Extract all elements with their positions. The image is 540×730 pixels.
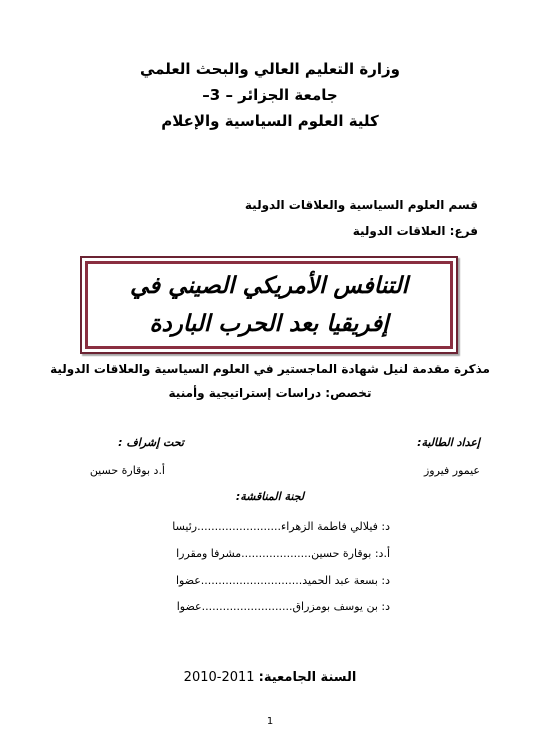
student-label: إعداد الطالبة: (417, 436, 480, 449)
supervisor-name: أ.د بوقارة حسين (89, 464, 165, 477)
department-name: قسم العلوم السياسية والعلاقات الدولية (244, 198, 478, 212)
ministry-name: وزارة التعليم العالي والبحث العلمي (139, 60, 401, 78)
page-number: 1 (266, 716, 274, 727)
committee-member: د: فيلالي فاطمة الزهراء........................رئيسا (172, 520, 390, 533)
committee-member: د: بن يوسف بومزراق..........................عضوا (176, 600, 390, 613)
student-name: عيمور فيروز (423, 464, 480, 477)
university-name: جامعة الجزائر – 3– (202, 86, 338, 104)
specialization: تخصص: دراسات إستراتيجية وأمنية (168, 386, 372, 400)
faculty-name: كلية العلوم السياسية والإعلام (161, 112, 379, 130)
committee-member: أ.د: بوقارة حسين....................مشرفا ومقررا (176, 547, 390, 560)
branch-name: فرع: العلاقات الدولية (352, 224, 478, 238)
supervisor-label: تحت إشراف : (118, 436, 184, 449)
committee-title: لجنة المناقشة: (235, 490, 305, 503)
academic-year-value: 2010-2011 (183, 670, 255, 685)
thesis-title: التنافس الأمريكي الصيني في إفريقيا بعد الحرب الباردة (85, 261, 453, 349)
committee-member: د: بسعة عبد الحميد.............................عضوا (175, 574, 390, 587)
memo-description: مذكرة مقدمة لنيل شهادة الماجستير في العلوم السياسية والعلاقات الدولية (50, 362, 490, 376)
academic-year-label: السنة الجامعية: (258, 670, 357, 685)
academic-year (0, 670, 540, 685)
thesis-title-frame (80, 256, 458, 354)
